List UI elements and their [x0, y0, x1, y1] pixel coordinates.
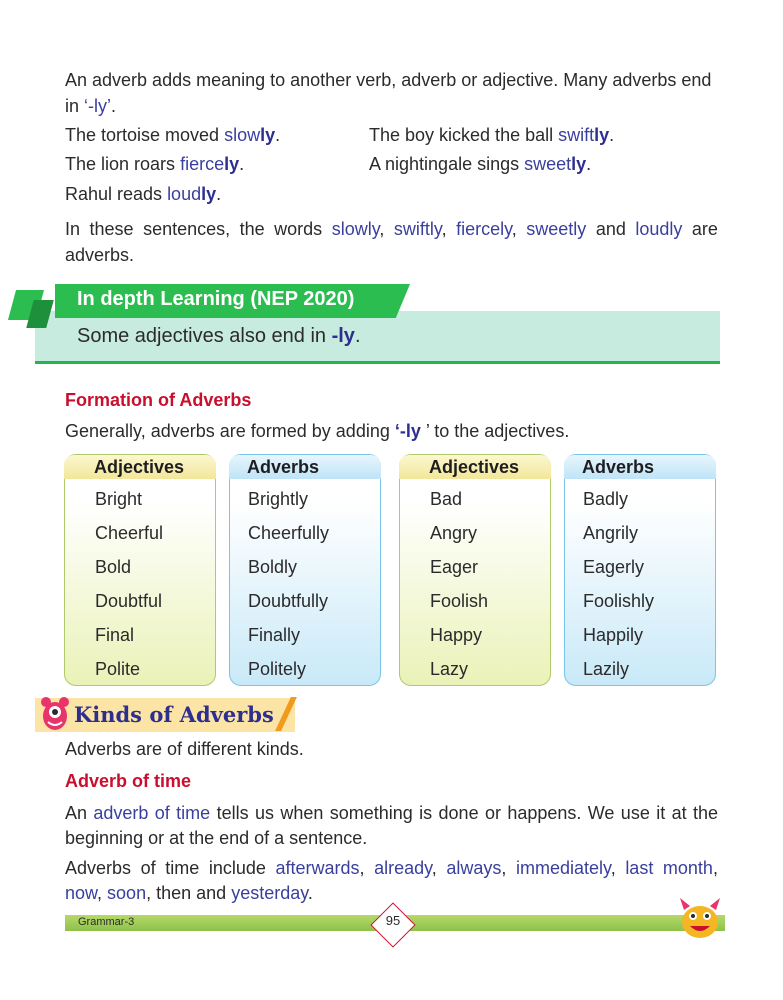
table-cell: Angry: [430, 523, 478, 543]
table-column-adjectives: [399, 454, 551, 686]
table-cell: Politely: [248, 659, 307, 679]
table-cell: Happily: [583, 625, 644, 645]
table-cell: Finally: [248, 625, 301, 645]
table-cell: Lazily: [583, 659, 630, 679]
table-cell: Polite: [95, 659, 141, 679]
time-para-1-line-2: beginning or at the end of a sentence.: [65, 828, 368, 848]
kinds-intro: Adverbs are of different kinds.: [65, 739, 304, 759]
footer-book-label: Grammar-3: [78, 916, 135, 928]
ly-suffix-term: ‘-ly’: [84, 96, 112, 116]
table-cell: Bright: [95, 489, 143, 509]
table-cell: Angrily: [583, 523, 639, 543]
table-cell: Boldly: [248, 557, 298, 577]
table-cell: Eager: [430, 557, 479, 577]
table-cell: Foolish: [430, 591, 489, 611]
table-cell: Foolishly: [583, 591, 655, 611]
time-para-2-line-1: Adverbs of time include afterwards, already, always, immediately, last month,: [65, 858, 718, 878]
table-cell: Doubtful: [95, 591, 163, 611]
yellow-monster-icon: [676, 894, 724, 942]
table-column-adverbs: [564, 454, 716, 686]
table-cell: Brightly: [248, 489, 309, 509]
table-column-adverbs: [229, 454, 381, 686]
page-number: 95: [385, 913, 401, 928]
column-header: Adverbs: [229, 455, 381, 479]
example-sentence: The boy kicked the ball swiftly.: [369, 125, 615, 145]
example-sentence: Rahul reads loudly.: [65, 184, 222, 204]
table-cell: Badly: [583, 489, 629, 509]
column-header: Adjectives: [399, 455, 551, 479]
table-cell: Happy: [430, 625, 483, 645]
table-cell: Doubtfully: [248, 591, 329, 611]
column-header: Adverbs: [564, 455, 716, 479]
table-cell: Bad: [430, 489, 463, 509]
table-cell: Lazy: [430, 659, 469, 679]
example-sentence: A nightingale sings sweetly.: [369, 154, 592, 174]
formation-heading: Formation of Adverbs: [65, 390, 252, 410]
intro-line-1: An adverb adds meaning to another verb, adverb or adjective. Many adverbs end: [65, 70, 712, 90]
time-para-1-line-1: An adverb of time tells us when something is done or happens. We use it at the: [65, 803, 718, 823]
time-para-2-line-2: now, soon, then and yesterday.: [65, 883, 313, 903]
in-depth-title: In depth Learning (NEP 2020): [77, 288, 355, 310]
formation-text: Generally, adverbs are formed by adding ‘-ly ’ to the adjectives.: [65, 421, 570, 441]
summary-line-2: adverbs.: [65, 245, 135, 265]
time-heading: Adverb of time: [65, 771, 192, 791]
column-header: Adjectives: [64, 455, 216, 479]
table-column-adjectives: [64, 454, 216, 686]
intro-line-2: in ‘-ly’.: [65, 96, 117, 116]
summary-line-1: In these sentences, the words slowly, swiftly, fiercely, sweetly and loudly are: [65, 219, 718, 239]
pink-monster-icon: [38, 694, 72, 734]
table-cell: Bold: [95, 557, 132, 577]
table-cell: Cheerfully: [248, 523, 330, 543]
example-sentence: The tortoise moved slowly.: [65, 125, 281, 145]
table-cell: Final: [95, 625, 135, 645]
in-depth-text: Some adjectives also end in -ly.: [77, 325, 361, 347]
table-cell: Cheerful: [95, 523, 164, 543]
kinds-title: Kinds of Adverbs: [74, 702, 274, 727]
example-sentence: The lion roars fiercely.: [65, 154, 245, 174]
table-cell: Eagerly: [583, 557, 645, 577]
